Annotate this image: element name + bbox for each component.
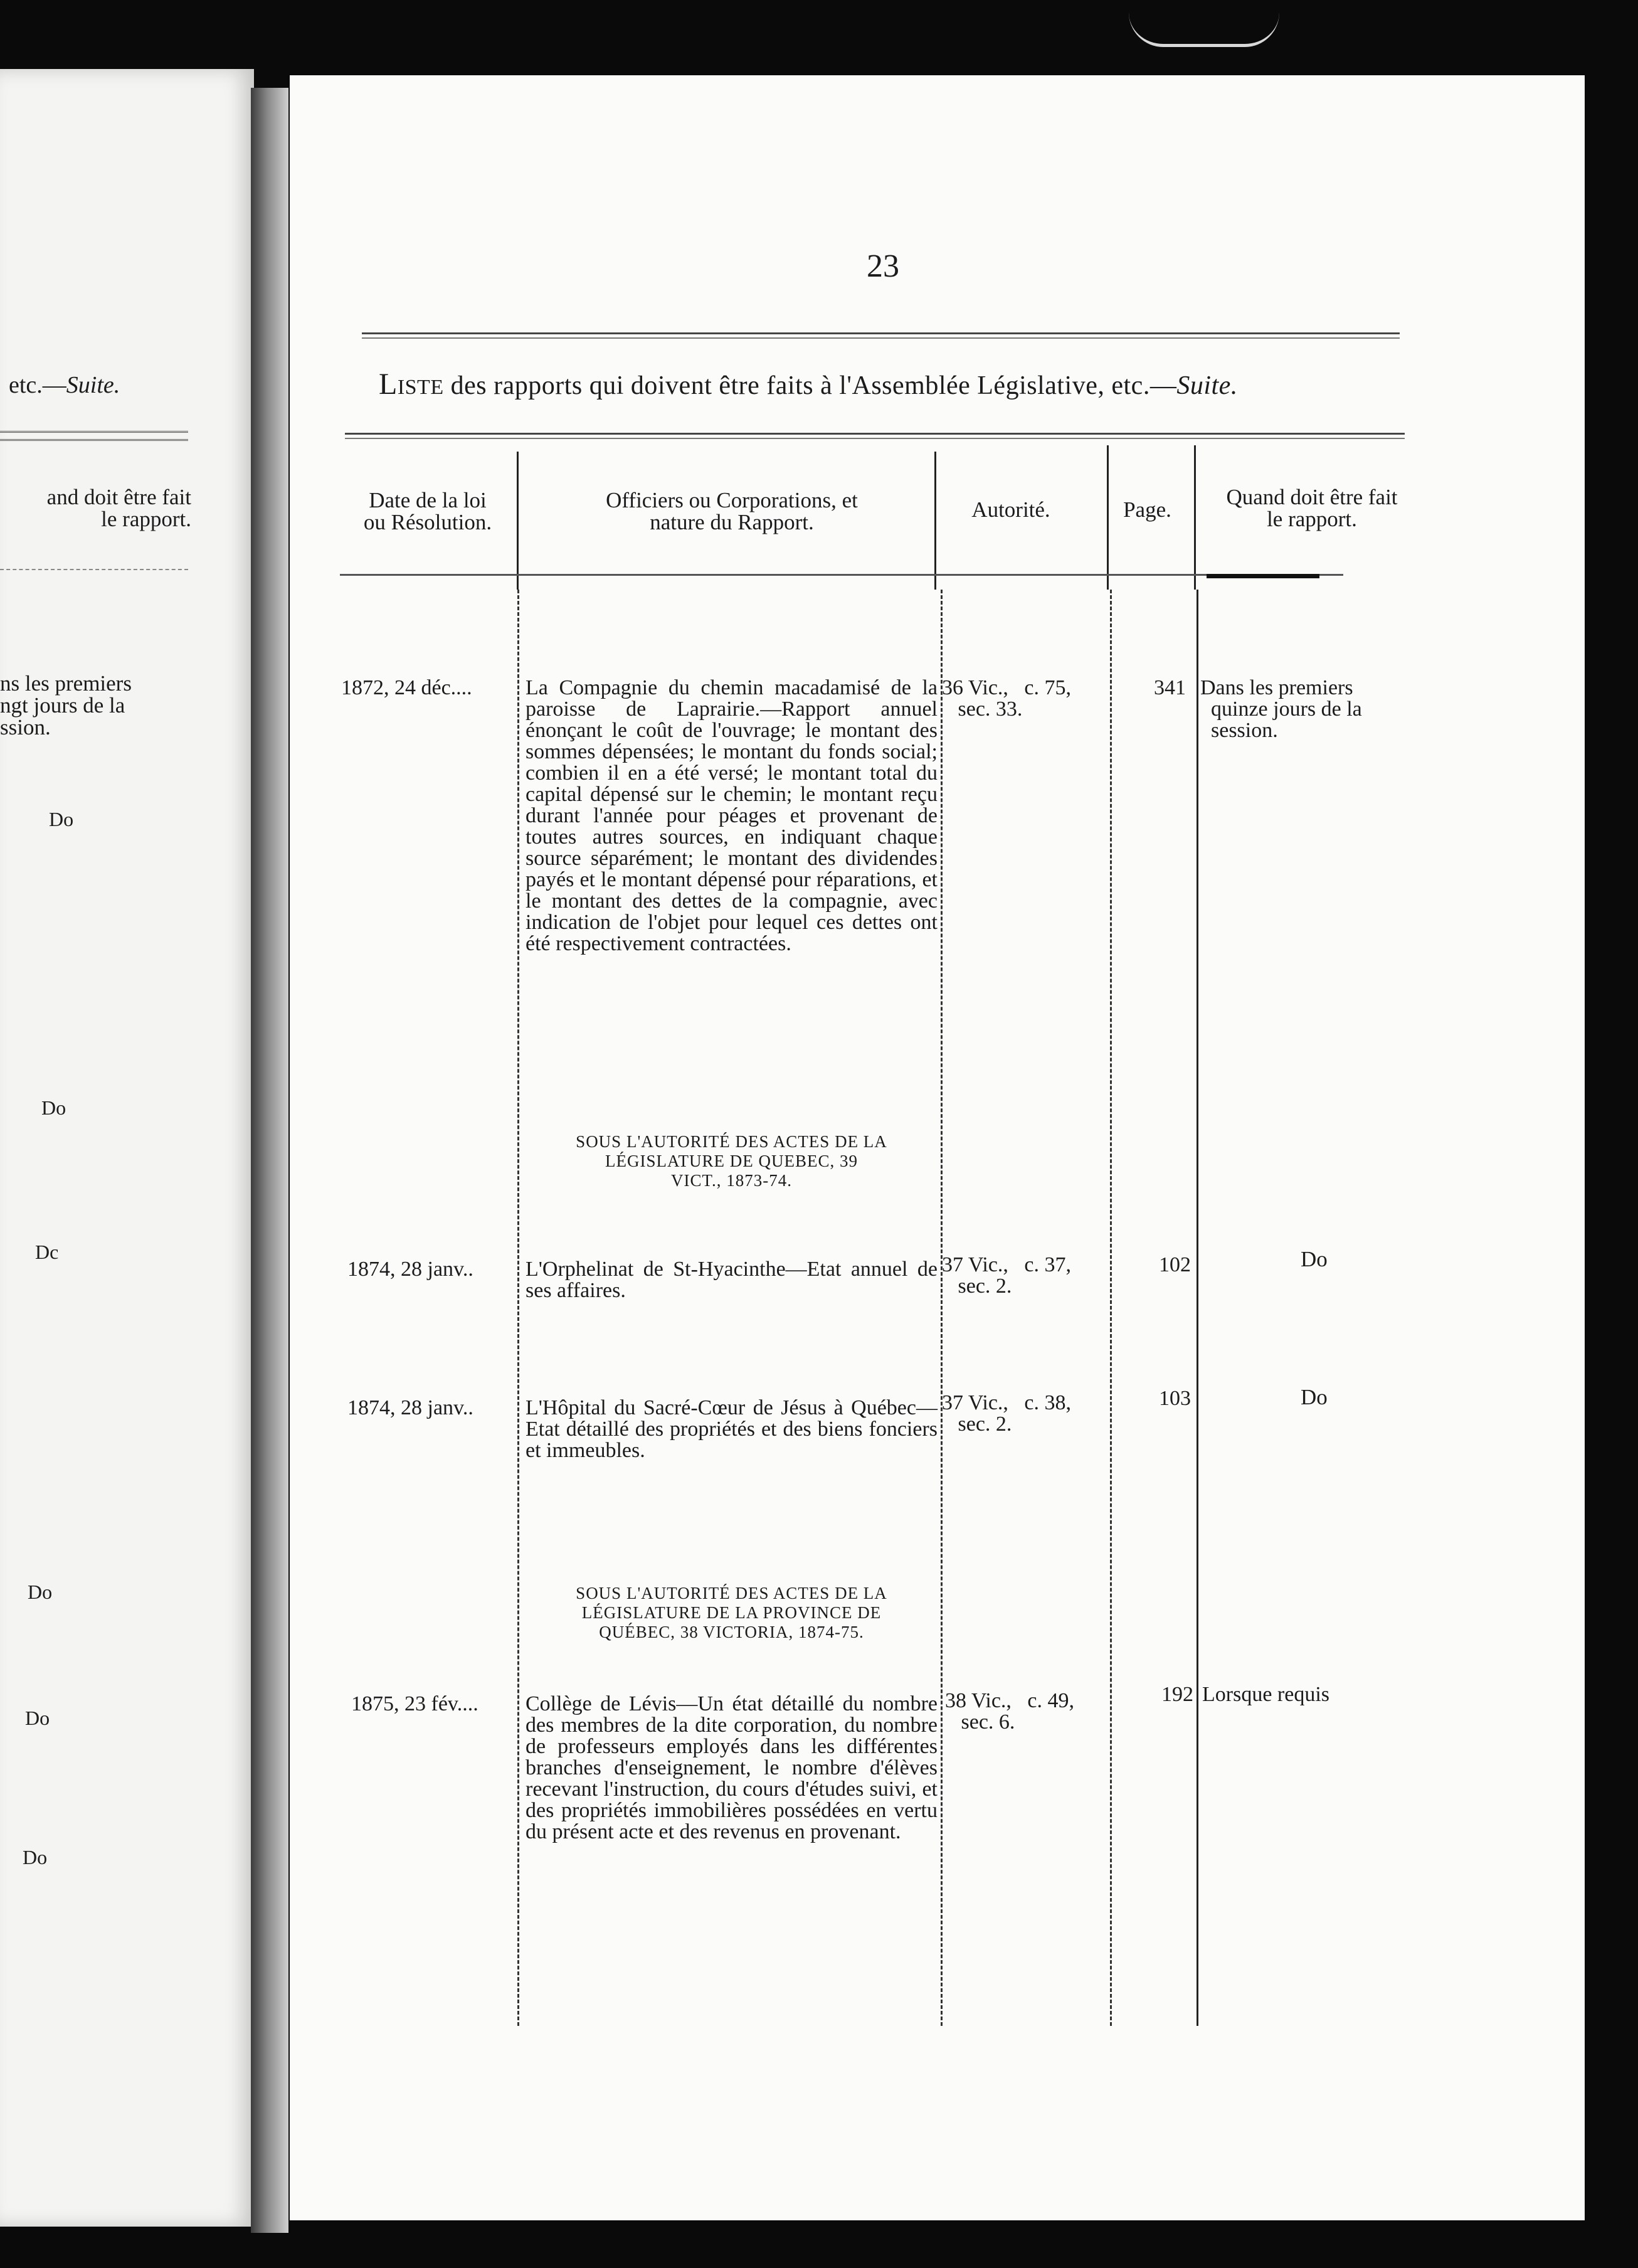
header-top-rule xyxy=(345,433,1405,439)
row-page: 102 xyxy=(1159,1253,1191,1276)
row-date: 1875, 23 fév.... xyxy=(351,1692,478,1715)
column-divider xyxy=(1110,590,1112,2026)
left-do-mark: Do xyxy=(28,1581,53,1603)
row-quand: Do xyxy=(1301,1385,1328,1409)
left-page-title: etc.—Suite. xyxy=(9,372,120,398)
column-divider xyxy=(934,452,936,590)
row-autorite: 37 Vic., c. 37, sec. 2. xyxy=(942,1253,1072,1298)
header-date: Date de la loi ou Résolution. xyxy=(363,488,492,534)
row-description: La Compagnie du chemin macadamisé de la paroisse de Laprairie.—Rapport annuel énonçant le coût de l'ouvrage; le montant des sommes dépensées; le montant du fonds social; combien il en a été versé; le montant total du capital dépensé sur le chemin; le montant reçu durant l'année pour péages et provenant de toutes autres sources, en indiquant chaque source séparément; le montant des dividendes payés et le montant dépensé pour réparations, et le montant des dettes de la compagnie, avec indication de l'objet pour lequel ces dettes ont été respectivement contractées. xyxy=(526,676,938,955)
row-date: 1874, 28 janv.. xyxy=(347,1258,473,1281)
header-officiers: Officiers ou Corporations, et nature du Rapport. xyxy=(606,488,858,534)
header-page: Page. xyxy=(1123,497,1171,522)
header-quand: Quand doit être fait le rapport. xyxy=(1226,485,1398,531)
left-do-mark: Do xyxy=(41,1096,66,1119)
scan-artifact xyxy=(1129,13,1279,47)
left-rule xyxy=(0,439,188,441)
row-description: Collège de Lévis—Un état détaillé du nombre des membres de la dite corporation, du nombre de professeurs employés dans les différentes branches d'enseignement, le nombre d'élèves recevant l'instruction, du cours d'études suivi, et des propriétés immobilières possédées en vertu du présent acte et des revenus en provenant. xyxy=(526,1692,938,1843)
row-quand: Dans les premiers quinze jours de la session. xyxy=(1200,676,1362,742)
left-header: and doit être fait le rapport. xyxy=(46,485,191,531)
row-autorite: 36 Vic., c. 75, sec. 33. xyxy=(942,676,1072,721)
left-rule xyxy=(0,569,188,570)
row-page: 103 xyxy=(1159,1387,1191,1410)
column-divider xyxy=(941,590,943,2026)
column-divider xyxy=(1107,445,1109,590)
page-title: Liste des rapports qui doivent être faits à l'Assemblée Législative, etc.—Suite. xyxy=(379,368,1238,401)
header-bottom-rule-thick xyxy=(1207,574,1319,578)
row-date: 1874, 28 janv.. xyxy=(347,1396,473,1419)
row-quand: Do xyxy=(1301,1247,1328,1271)
section-heading: SOUS L'AUTORITÉ DES ACTES DE LA LÉGISLATURE DE LA PROVINCE DE QUÉBEC, 38 VICTORIA, 1874-75. xyxy=(576,1584,887,1642)
top-rule xyxy=(362,332,1400,339)
book-gutter xyxy=(251,88,288,2233)
header-bottom-rule xyxy=(340,574,1343,576)
left-page xyxy=(0,69,254,2227)
row-quand: Lorsque requis xyxy=(1202,1683,1330,1706)
left-rule xyxy=(0,431,188,433)
left-do-mark: Do xyxy=(25,1707,50,1729)
row-description: L'Orphelinat de St-Hyacinthe—Etat annuel de ses affaires. xyxy=(526,1258,938,1302)
row-page: 341 xyxy=(1154,676,1186,699)
row-page: 192 xyxy=(1161,1683,1193,1706)
page-number: 23 xyxy=(867,248,899,284)
row-autorite: 38 Vic., c. 49, sec. 6. xyxy=(945,1689,1075,1734)
document-page xyxy=(290,75,1585,2220)
row-date: 1872, 24 déc.... xyxy=(341,676,472,699)
section-heading: SOUS L'AUTORITÉ DES ACTES DE LA LÉGISLATURE DE QUEBEC, 39 VICT., 1873-74. xyxy=(576,1132,887,1190)
column-divider xyxy=(1197,590,1198,2026)
row-description: L'Hôpital du Sacré-Cœur de Jésus à Québec—Etat détaillé des propriétés et des biens fonciers et immeubles. xyxy=(526,1396,938,1462)
column-divider xyxy=(517,452,519,590)
row-autorite: 37 Vic., c. 38, sec. 2. xyxy=(942,1391,1072,1436)
header-autorite: Autorité. xyxy=(971,497,1050,522)
left-entry: ns les premiers ngt jours de la ssion. xyxy=(0,671,132,739)
column-divider xyxy=(517,590,519,2026)
left-do-mark: Do xyxy=(49,808,74,830)
left-do-mark: Dc xyxy=(35,1241,59,1263)
column-divider xyxy=(1194,445,1196,590)
left-do-mark: Do xyxy=(23,1846,48,1868)
